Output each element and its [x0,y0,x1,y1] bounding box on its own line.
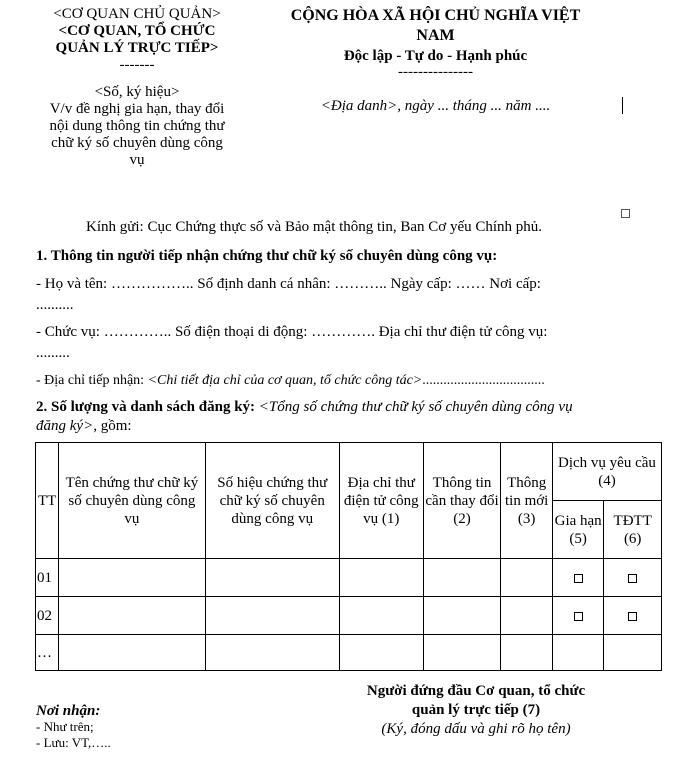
cert-serial-cell[interactable] [205,635,339,671]
email-cell[interactable] [339,635,423,671]
date-label: , ngày ... tháng ... năm .... [397,98,551,114]
change-cell [604,559,662,597]
subject-line2: nội dung thông tin chứng thư [49,118,225,134]
change-checkbox[interactable] [628,574,637,583]
delivery-address-hint: <Chi tiết địa chỉ của cơ quan, tổ chức công tác> [147,373,423,388]
cert-serial-cell[interactable] [205,559,339,597]
place-date [268,96,603,116]
new-info-cell[interactable] [501,597,552,635]
renew-cell [552,597,603,635]
agency-name-line1: <CƠ QUAN, TỔ CHỨC [58,23,216,39]
col-header-service: Dịch vụ yêu cầu (4) [552,443,661,501]
motto-divider: --------------- [398,64,473,80]
position-phone-row-cont: ......... [36,345,70,361]
signer-title-line2: quản lý trực tiếp (7) [411,702,541,718]
delivery-address-label: - Địa chỉ tiếp nhận: [36,373,148,388]
renew-cell[interactable] [552,635,603,671]
recipients-block [36,703,111,751]
section2-title-bold: 2. Số lượng và danh sách đăng ký: [36,399,259,415]
recipients-item2: - Lưu: VT,….. [36,735,111,750]
signature-note: (Ký, đóng dấu và ghi rõ họ tên) [381,721,571,737]
subject-line1: V/v đề nghị gia hạn, thay đổi [49,101,225,117]
col-header-renew: Gia hạn (5) [552,501,603,559]
col-header-name: Tên chứng thư chữ ký số chuyên dùng công vụ [59,443,205,559]
national-motto: Độc lập - Tự do - Hạnh phúc [343,48,528,64]
table-row [36,559,662,597]
row-tt: … [36,635,59,671]
document-number: <Số, ký hiệu> [94,84,180,100]
issuing-agency-block [18,6,256,169]
renew-checkbox[interactable] [574,612,583,621]
col-header-email: Địa chỉ thư điện tử công vụ (1) [339,443,423,559]
renew-cell [552,559,603,597]
national-title-line1: CỘNG HÒA XÃ HỘI CHỦ NGHĨA VIỆT [290,7,581,24]
cert-serial-cell[interactable] [205,597,339,635]
name-id-row-cont: .......... [36,297,74,313]
email-cell[interactable] [339,559,423,597]
section2-title-suffix: , gồm: [93,418,132,434]
signature-block [320,682,632,739]
new-info-cell[interactable] [501,559,552,597]
col-header-change: TĐTT (6) [604,501,662,559]
row-tt: 01 [36,559,59,597]
col-header-serial: Số hiệu chứng thư chữ ký số chuyên dùng công vụ [205,443,339,559]
subject-line3: chữ ký số chuyên dùng công [51,135,223,151]
agency-divider: ------- [119,57,155,73]
change-info-cell[interactable] [423,597,501,635]
col-header-tt: TT [36,443,59,559]
national-title-block [268,6,603,116]
section2-title-italic2: đăng ký> [36,418,94,434]
name-id-row: - Họ và tên: …………….. Số định danh cá nhân: ……….. Ngày cấp: …… Nơi cấp: [36,276,541,292]
section2-title [36,398,573,417]
cert-name-cell[interactable] [59,559,205,597]
change-checkbox[interactable] [628,612,637,621]
recipients-title: Nơi nhận: [36,703,101,719]
cert-name-cell[interactable] [59,635,205,671]
col-header-change-info: Thông tin cần thay đổi (2) [423,443,501,559]
table-row [36,597,662,635]
recipients-item1: - Như trên; [36,719,94,734]
table-row [36,635,662,671]
row-tt: 02 [36,597,59,635]
email-cell[interactable] [339,597,423,635]
text-cursor [622,97,623,114]
registration-table [35,442,662,671]
national-title-line2: NAM [416,27,455,44]
renew-checkbox[interactable] [574,574,583,583]
change-cell[interactable] [604,635,662,671]
change-info-cell[interactable] [423,559,501,597]
signer-title-line1: Người đứng đầu Cơ quan, tổ chức [366,683,586,699]
anchor-box-icon [621,209,630,218]
delivery-address-row [36,371,545,390]
position-phone-row: - Chức vụ: ………….. Số điện thoại di động: …………. Địa chỉ thư điện tử công vụ: [36,324,548,340]
new-info-cell[interactable] [501,635,552,671]
section2-title-cont [36,417,132,436]
col-header-new-info: Thông tin mới (3) [501,443,552,559]
subject-line4: vụ [129,152,145,168]
parent-agency: <CƠ QUAN CHỦ QUẢN> [53,6,221,22]
recipient-line: Kính gửi: Cục Chứng thực số và Bảo mật thông tin, Ban Cơ yếu Chính phủ. [86,219,543,235]
agency-name-line2: QUẢN LÝ TRỰC TIẾP> [55,40,219,56]
section1-title: 1. Thông tin người tiếp nhận chứng thư chữ ký số chuyên dùng công vụ: [36,248,498,264]
section2-title-italic: <Tổng số chứng thư chữ ký số chuyên dùng công vụ [258,399,573,415]
change-cell [604,597,662,635]
cert-name-cell[interactable] [59,597,205,635]
delivery-address-dots: ................................... [422,373,545,388]
place-label: <Địa danh> [320,98,398,114]
change-info-cell[interactable] [423,635,501,671]
